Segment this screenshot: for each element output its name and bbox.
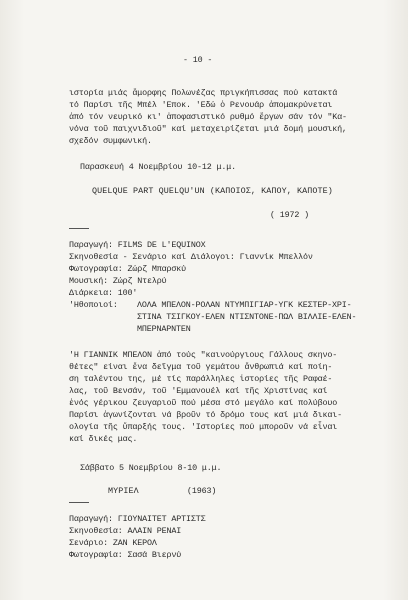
screening-date: Σάββατο 5 Νοεμβρίου 8-10 μ.μ. (80, 463, 222, 473)
credit-line: Σενάριο: ΖΑΝ ΚΕΡΟΛ (69, 538, 157, 548)
text-line: σχεδόν συμφωνική. (69, 136, 152, 146)
credit-line: Σκηνοθεσία: ΑΛΑΙΝ ΡΕΝΑΙ (69, 526, 182, 536)
cast-label: 'Ηθοποιοί: (69, 300, 118, 310)
credit-line: Φωτογραφία: Σασά Βιερνύ (69, 550, 182, 560)
description-line: Παρίσι ἀγωνίζονται νά βροῦν τό δρόμο τους καί μιά δικαι- (69, 410, 343, 420)
page-number: - 10 - (183, 55, 213, 65)
text-line: ιστορία μιάς ἄμορφης Πολωνέζας πριγκήπισσας πού κατακτά (69, 88, 338, 98)
credit-line: Σκηνοθεσία - Σενάριο καί Διάλογοι: Γιαννίκ Μπελλόν (69, 252, 313, 262)
description-line: καί δικές μας. (69, 434, 138, 444)
credit-line: Παραγωγή: ΓΙΟΥΝΑΙΤΕΤ ΑΡΤΙΣΤΣ (69, 514, 206, 524)
film-year: ( 1972 ) (270, 210, 310, 220)
credit-line: Φωτογραφία: Ζώρζ Μπαρσκύ (69, 264, 187, 274)
credit-line: Παραγωγή: FILMS DE L'EQUINOX (69, 240, 206, 250)
section-rule (69, 502, 89, 503)
film-title: ΜΥΡΙΕΛ (108, 486, 139, 496)
text-line: τό Παρίσι τῆς Μπέλ 'Εποκ. 'Εδώ ὁ Ρενουάρ ἀπομακρύνεται (69, 100, 333, 110)
credit-line: Διάρκεια: 100' (69, 288, 138, 298)
description-line: ση ταλέντου της, μέ τίς παράλληλες ἱστορίες τῆς Ραφαέ- (69, 374, 333, 384)
cast-line: ΛΟΛΑ ΜΠΕΛΟΝ-ΡΟΛΑΝ ΝΤΥΜΠΙΓΙΑΡ-ΥΓΚ ΚΕΣΤΕΡ-ΧΡΙ- (137, 300, 352, 310)
screening-date: Παρασκευή 4 Νοεμβρίου 10-12 μ.μ. (80, 162, 237, 172)
description-line: ολογία τῆς ὕπαρξής τους. 'Ιστορίες πού μποροῦν νά εἶναι (69, 422, 338, 432)
description-line: ἑνός γέρικου ζευγαριοῦ πού μέσα στό μεγάλο καί πολύβουο (69, 398, 338, 408)
section-rule (69, 228, 89, 229)
cast-line: ΜΠΕΡΝΑΡΝΤΕΝ (137, 324, 191, 334)
description-line: λας, τοῦ Βενσάν, τοῦ 'Εμμανουέλ καί τῆς Χριστίνας καί (69, 386, 328, 396)
film-year: (1963) (187, 486, 217, 496)
film-title: QUELQUE PART QUELQU'UN (ΚΑΠΟΙΟΣ, ΚΑΠΟΥ, ΚΑΠΟΤΕ) (92, 186, 333, 196)
cast-line: ΣΤΙΝΑ ΤΣΙΓΚΟΥ-ΕΛΕΝ ΝΤΙΣΝΤΟΝΕ-ΠΩΛ ΒΙΛΛΙΕ-ΕΛΕΝ- (137, 312, 357, 322)
text-line: ἀπό τόν νευρικό κι' ἀποφασιστικό ρυθμό ἔργων σάν τόν "Κα- (69, 112, 347, 122)
credit-line: Μουσική: Ζώρζ Ντελρύ (69, 276, 167, 286)
description-line: 'Η ΓΙΑΝΝΙΚ ΜΠΕΛΟΝ ἀπό τούς "καινούργιους Γάλλους σκηνο- (69, 350, 338, 360)
text-line: νόνα τοῦ παιχνιδιοῦ" καί μεταχειρίζεται μιά δομή μουσική, (69, 124, 347, 134)
description-line: θέτες" είναι ἕνα δεῖγμα τοῦ γεμάτου ἄνθρωπιά καί ποίη- (69, 362, 333, 372)
